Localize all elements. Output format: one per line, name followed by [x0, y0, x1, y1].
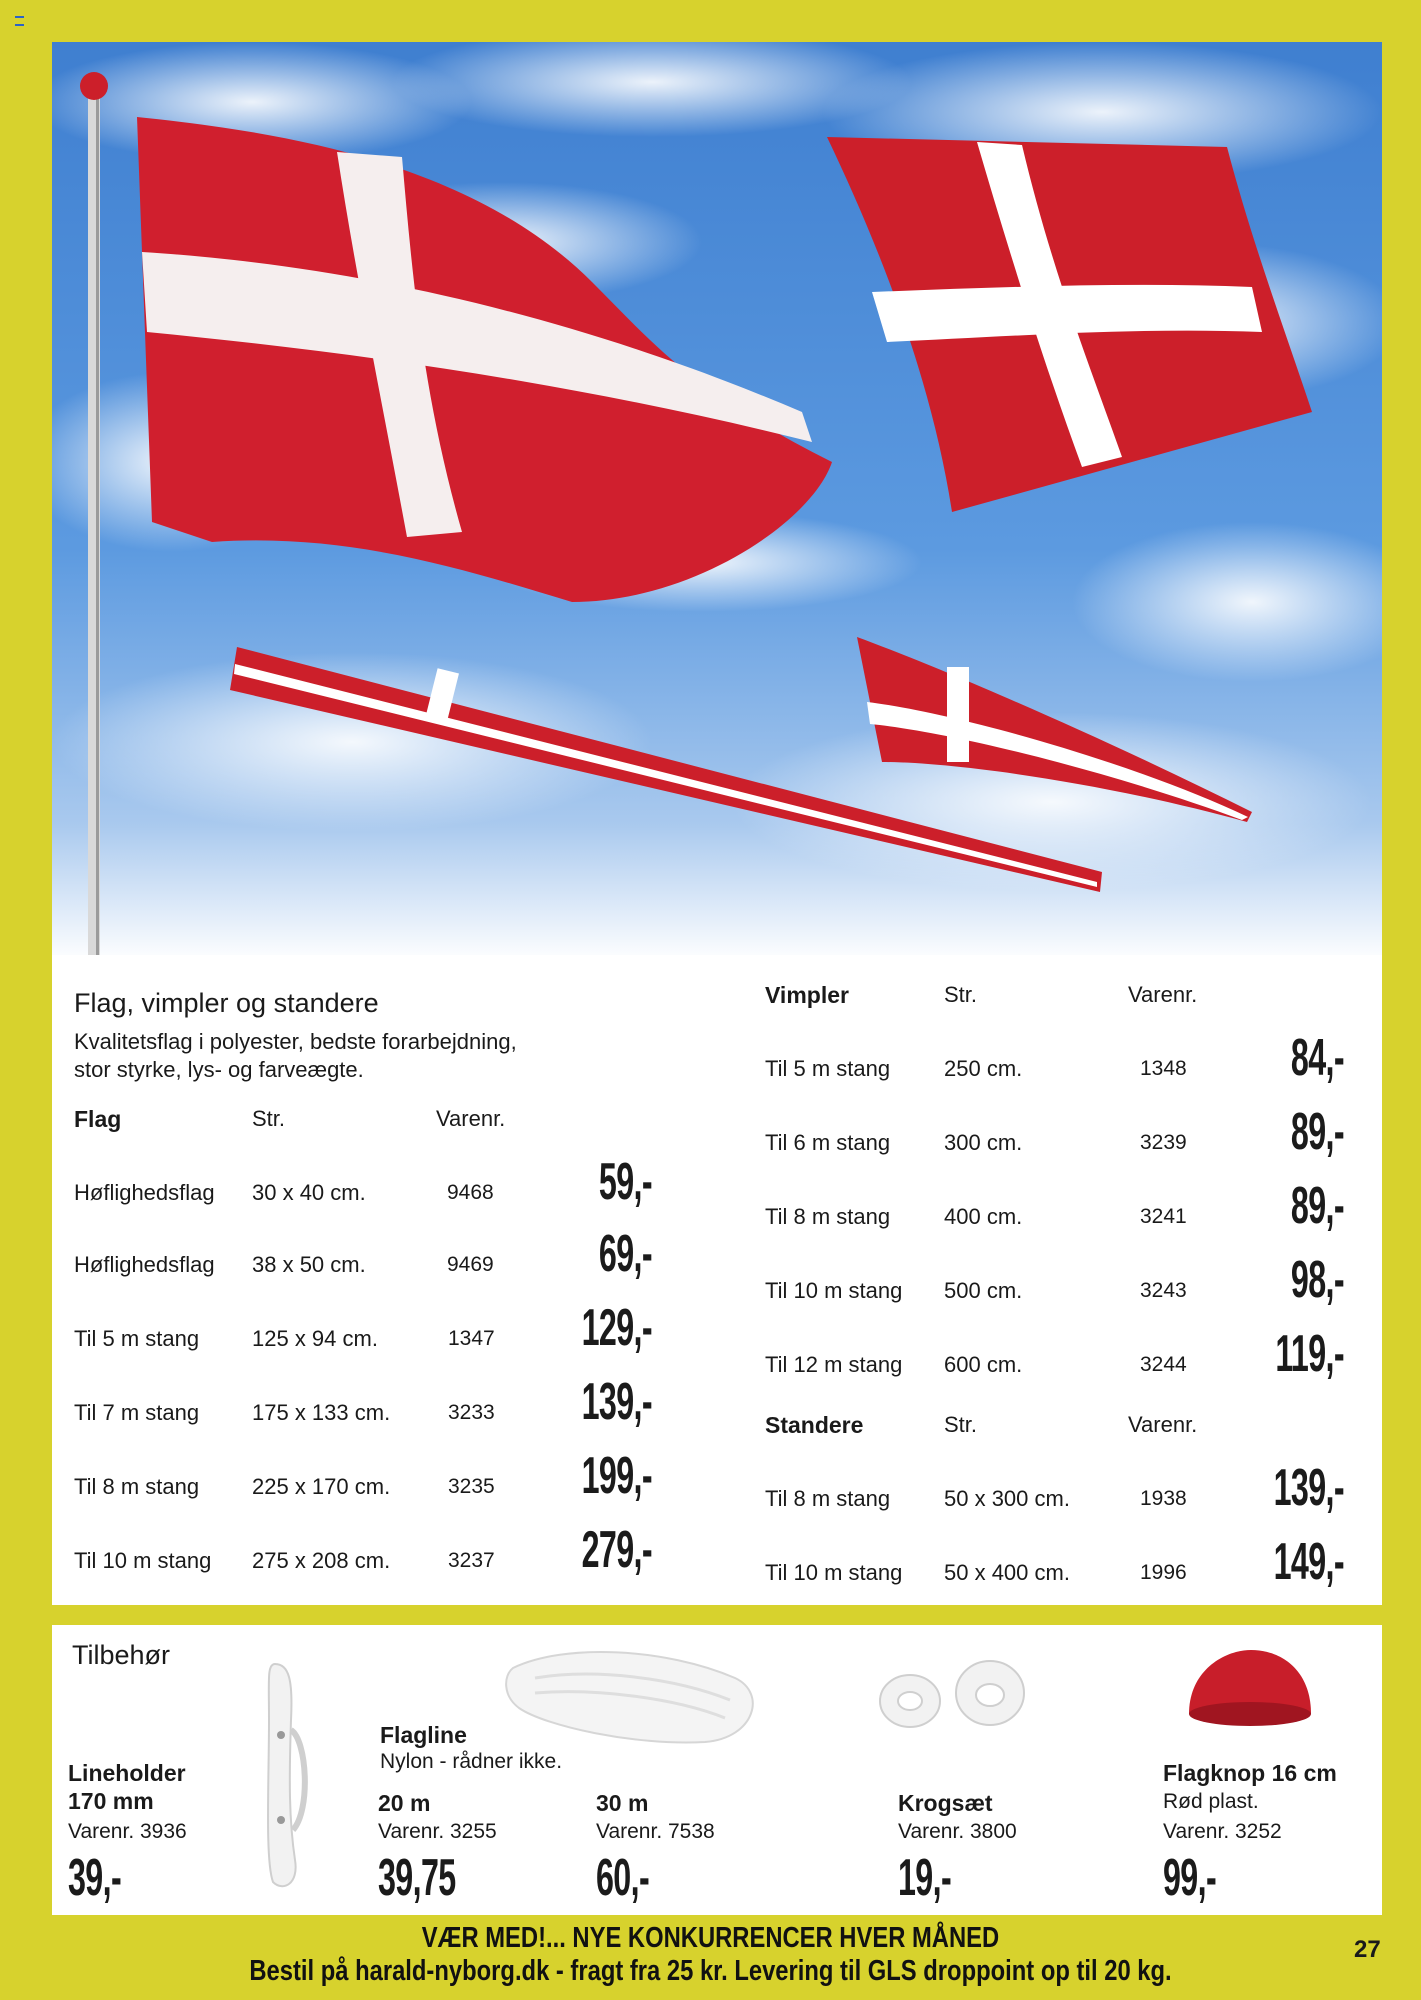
vimpler-row-size: 600 cm. [944, 1352, 1023, 1377]
flag-header-name: Flag [74, 1106, 122, 1132]
flag-row-varenr: 3235 [448, 1475, 495, 1498]
flag-row-price: 69,- [598, 1225, 652, 1283]
flag-row-size: 38 x 50 cm. [252, 1252, 366, 1277]
flag-row-size: 175 x 133 cm. [252, 1400, 391, 1425]
flag-row-price: 199,- [581, 1447, 652, 1505]
flagknop-price: 99,- [1163, 1849, 1217, 1907]
flag-row-name: Til 7 m stang [74, 1400, 200, 1425]
section-title: Flag, vimpler og standere [74, 988, 379, 1018]
flag-row-varenr: 9469 [447, 1253, 494, 1276]
flag-row-varenr: 9468 [447, 1181, 494, 1204]
flagline-30m-label: 30 m [596, 1790, 649, 1816]
section-description-line2: stor styrke, lys- og farveægte. [74, 1057, 364, 1082]
flagknop-varenr: Varenr. 3252 [1163, 1820, 1282, 1843]
flagline-image [505, 1638, 765, 1748]
standere-row-name: Til 8 m stang [765, 1486, 891, 1511]
vimpler-row-varenr: 1348 [1140, 1057, 1187, 1080]
hero-flags-image [52, 42, 1382, 962]
vimpler-row-name: Til 5 m stang [765, 1056, 891, 1081]
flag-row-size: 275 x 208 cm. [252, 1548, 391, 1573]
vimpler-row-price: 98,- [1290, 1251, 1344, 1309]
flag-row-name: Høflighedsflag [74, 1180, 215, 1205]
footer-delivery-info: Bestil på harald-nyborg.dk - fragt fra 25 kr. Levering til GLS droppoint op til 20 kg. [249, 1955, 1172, 1987]
flag-row-name: Til 10 m stang [74, 1548, 212, 1573]
pole-knob [80, 72, 108, 100]
menu-icon[interactable] [15, 16, 24, 26]
flag-row-size: 30 x 40 cm. [252, 1180, 366, 1205]
standere-header-size: Str. [944, 1412, 978, 1437]
flag-row-price: 59,- [598, 1153, 652, 1211]
flagline-20m-label: 20 m [378, 1790, 431, 1816]
flagline-30m-price: 60,- [596, 1849, 650, 1907]
flag-row-name: Høflighedsflag [74, 1252, 215, 1277]
lineholder-price: 39,- [68, 1849, 122, 1907]
flagknop-name: Flagknop 16 cm [1163, 1760, 1337, 1786]
krogsaet-name: Krogsæt [898, 1790, 993, 1816]
page-number: 27 [1354, 1936, 1381, 1963]
standere-row-size: 50 x 300 cm. [944, 1486, 1070, 1511]
vimpler-row-varenr: 3243 [1140, 1279, 1187, 1302]
flag-row-varenr: 3233 [448, 1401, 495, 1424]
flag-row-name: Til 8 m stang [74, 1474, 200, 1499]
lineholder-varenr: Varenr. 3936 [68, 1820, 187, 1843]
vimpler-row-size: 250 cm. [944, 1056, 1023, 1081]
footer-campaign: VÆR MED!... NYE KONKURRENCER HVER MÅNED [421, 1922, 1000, 1954]
krogsaet-image [872, 1655, 1032, 1740]
lineholder-name-line2: 170 mm [68, 1788, 154, 1814]
vimpler-row-varenr: 3239 [1140, 1131, 1187, 1154]
lineholder-image [255, 1660, 325, 1892]
flag-header-varenr: Varenr. [436, 1106, 506, 1131]
flagline-name: Flagline [380, 1722, 467, 1748]
vimpler-row-price: 89,- [1290, 1103, 1344, 1161]
standere-header-name: Standere [765, 1412, 864, 1438]
flagline-20m-varenr: Varenr. 3255 [378, 1820, 497, 1843]
flagline-20m-price: 39,75 [378, 1849, 456, 1907]
vimpler-header-name: Vimpler [765, 982, 849, 1008]
flag-row-price: 279,- [581, 1521, 652, 1579]
flag-row-varenr: 1347 [448, 1327, 495, 1350]
vimpler-row-name: Til 12 m stang [765, 1352, 903, 1377]
flagline-description: Nylon - rådner ikke. [380, 1750, 563, 1773]
lineholder-name-line1: Lineholder [68, 1760, 186, 1786]
standere-row-varenr: 1938 [1140, 1487, 1187, 1510]
standere-row-size: 50 x 400 cm. [944, 1560, 1070, 1585]
vimpler-row-name: Til 6 m stang [765, 1130, 891, 1155]
flag-row-size: 225 x 170 cm. [252, 1474, 391, 1499]
flag-header-size: Str. [252, 1106, 286, 1131]
vimpler-row-price: 119,- [1275, 1325, 1344, 1383]
vimpler-row-varenr: 3244 [1140, 1353, 1187, 1376]
vimpler-header-size: Str. [944, 982, 978, 1007]
section-description-line1: Kvalitetsflag i polyester, bedste forarbejdning, [74, 1029, 517, 1054]
flag-row-name: Til 5 m stang [74, 1326, 200, 1351]
vimpler-row-price: 84,- [1290, 1029, 1344, 1087]
standere-row-name: Til 10 m stang [765, 1560, 903, 1585]
vimpler-row-size: 500 cm. [944, 1278, 1023, 1303]
standere-header-varenr: Varenr. [1128, 1412, 1198, 1437]
krogsaet-price: 19,- [898, 1849, 952, 1907]
flagknop-image [1185, 1648, 1315, 1730]
vimpler-row-size: 300 cm. [944, 1130, 1023, 1155]
vimpler-row-name: Til 10 m stang [765, 1278, 903, 1303]
vimpler-row-name: Til 8 m stang [765, 1204, 891, 1229]
vimpler-row-price: 89,- [1290, 1177, 1344, 1235]
flag-row-varenr: 3237 [448, 1549, 495, 1572]
accessories-title: Tilbehør [72, 1640, 171, 1670]
vimpler-row-varenr: 3241 [1140, 1205, 1187, 1228]
krogsaet-varenr: Varenr. 3800 [898, 1820, 1017, 1843]
flag-row-size: 125 x 94 cm. [252, 1326, 378, 1351]
flag-row-price: 129,- [581, 1299, 652, 1357]
vimpler-row-size: 400 cm. [944, 1204, 1023, 1229]
standere-row-varenr: 1996 [1140, 1561, 1187, 1584]
flag-row-price: 139,- [581, 1373, 652, 1431]
vimpler-header-varenr: Varenr. [1128, 982, 1198, 1007]
flagline-30m-varenr: Varenr. 7538 [596, 1820, 715, 1843]
standere-row-price: 149,- [1273, 1533, 1344, 1591]
standere-row-price: 139,- [1273, 1459, 1344, 1517]
flagknop-description: Rød plast. [1163, 1790, 1259, 1813]
